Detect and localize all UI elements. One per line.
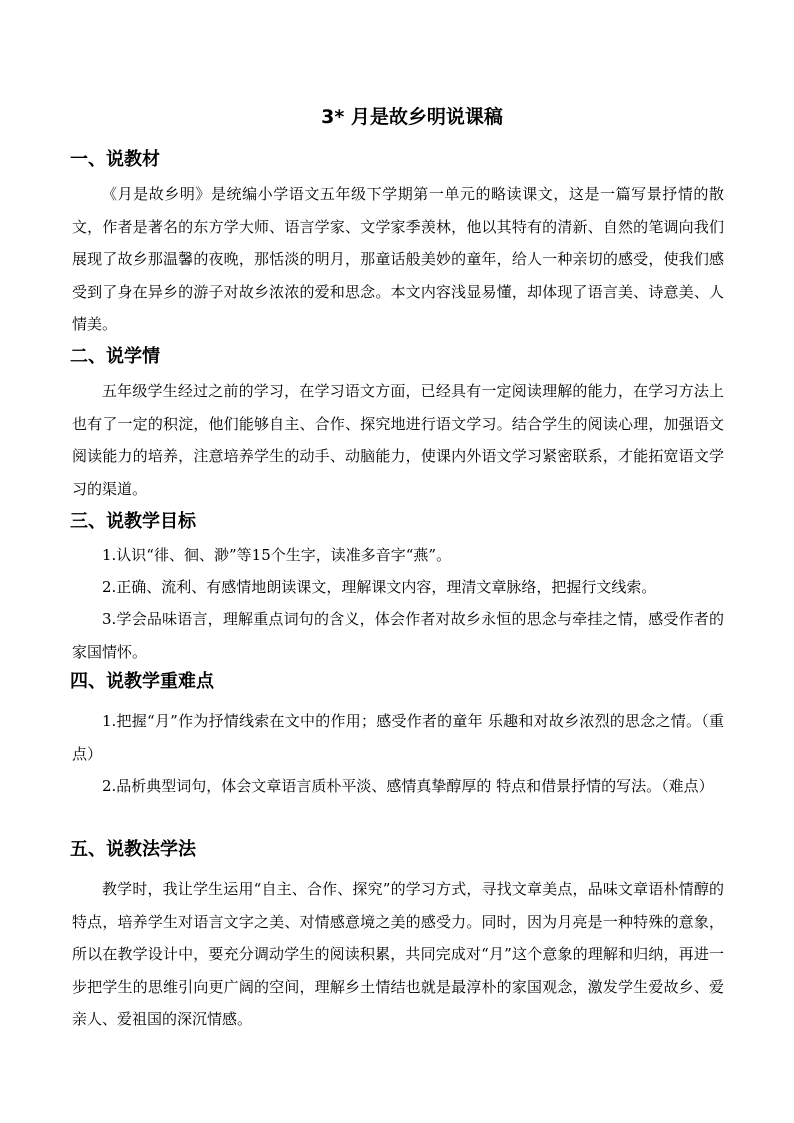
paragraph: 《月是故乡明》是统编小学语文五年级下学期第一单元的略读课文，这是一篇写景抒情的散文，作者是著名的东方学大师、语言学家、文学家季羡林，他以其特有的清新、自然的笔调向我们展现了故乡那温馨的夜晚，那恬淡的明月，那童话般美妙的童年，给人一种亲切的感受，使我们感受到了身在异乡的游子对故乡浓浓的爱和思念。本文内容浅显易懂，却体现了语言美、诗意美、人情美。 [72, 185, 724, 333]
paragraph: 五年级学生经过之前的学习，在学习语文方面，已经具有一定阅读理解的能力，在学习方法上也有了一定的积淀，他们能够自主、合作、探究地进行语文学习。结合学生的阅读心理，加强语文阅读能力的培养，注意培养学生的动手、动脑能力，使课内外语文学习紧密联系，才能拓宽语文学习的渠道。 [72, 382, 724, 498]
objective-item: 2.正确、流利、有感情地朗读课文，理解课文内容，理清文章脉络，把握行文线索。 [102, 578, 657, 596]
objective-item: 1.认识“徘、徊、渺”等15个生字，读准多音字“燕”。 [102, 546, 452, 564]
key-point-item: 1.把握“月”作为抒情线索在文中的作用；感受作者的童年 乐趣和对故乡浓烈的思念之情。（重点） [72, 712, 724, 763]
section-heading: 五、说教法学法 [70, 839, 196, 860]
section-heading: 一、说教材 [70, 149, 160, 170]
key-point-item: 2.品析典型词句，体会文章语言质朴平淡、感情真挚醇厚的 特点和借景抒情的写法。（难点） [102, 777, 714, 795]
section-heading: 四、说教学重难点 [70, 671, 214, 692]
document-title: 3* 月是故乡明说课稿 [321, 106, 503, 128]
objective-item: 3.学会品味语言，理解重点词句的含义，体会作者对故乡永恒的思念与牵挂之情，感受作者的家国情怀。 [72, 610, 724, 661]
section-heading: 三、说教学目标 [70, 511, 196, 532]
section-heading: 二、说学情 [70, 346, 160, 367]
paragraph: 教学时，我让学生运用“自主、合作、探究”的学习方式，寻找文章美点，品味文章语朴情醇的特点，培养学生对语言文字之美、对情感意境之美的感受力。同时，因为月亮是一种特殊的意象，所以在教学设计中，要充分调动学生的阅读积累，共同完成对“月”这个意象的理解和归纳，再进一步把学生的思维引向更广阔的空间，理解乡土情结也就是最淳朴的家国观念，激发学生爱故乡、爱亲人、爱祖国的深沉情感。 [72, 880, 724, 1028]
